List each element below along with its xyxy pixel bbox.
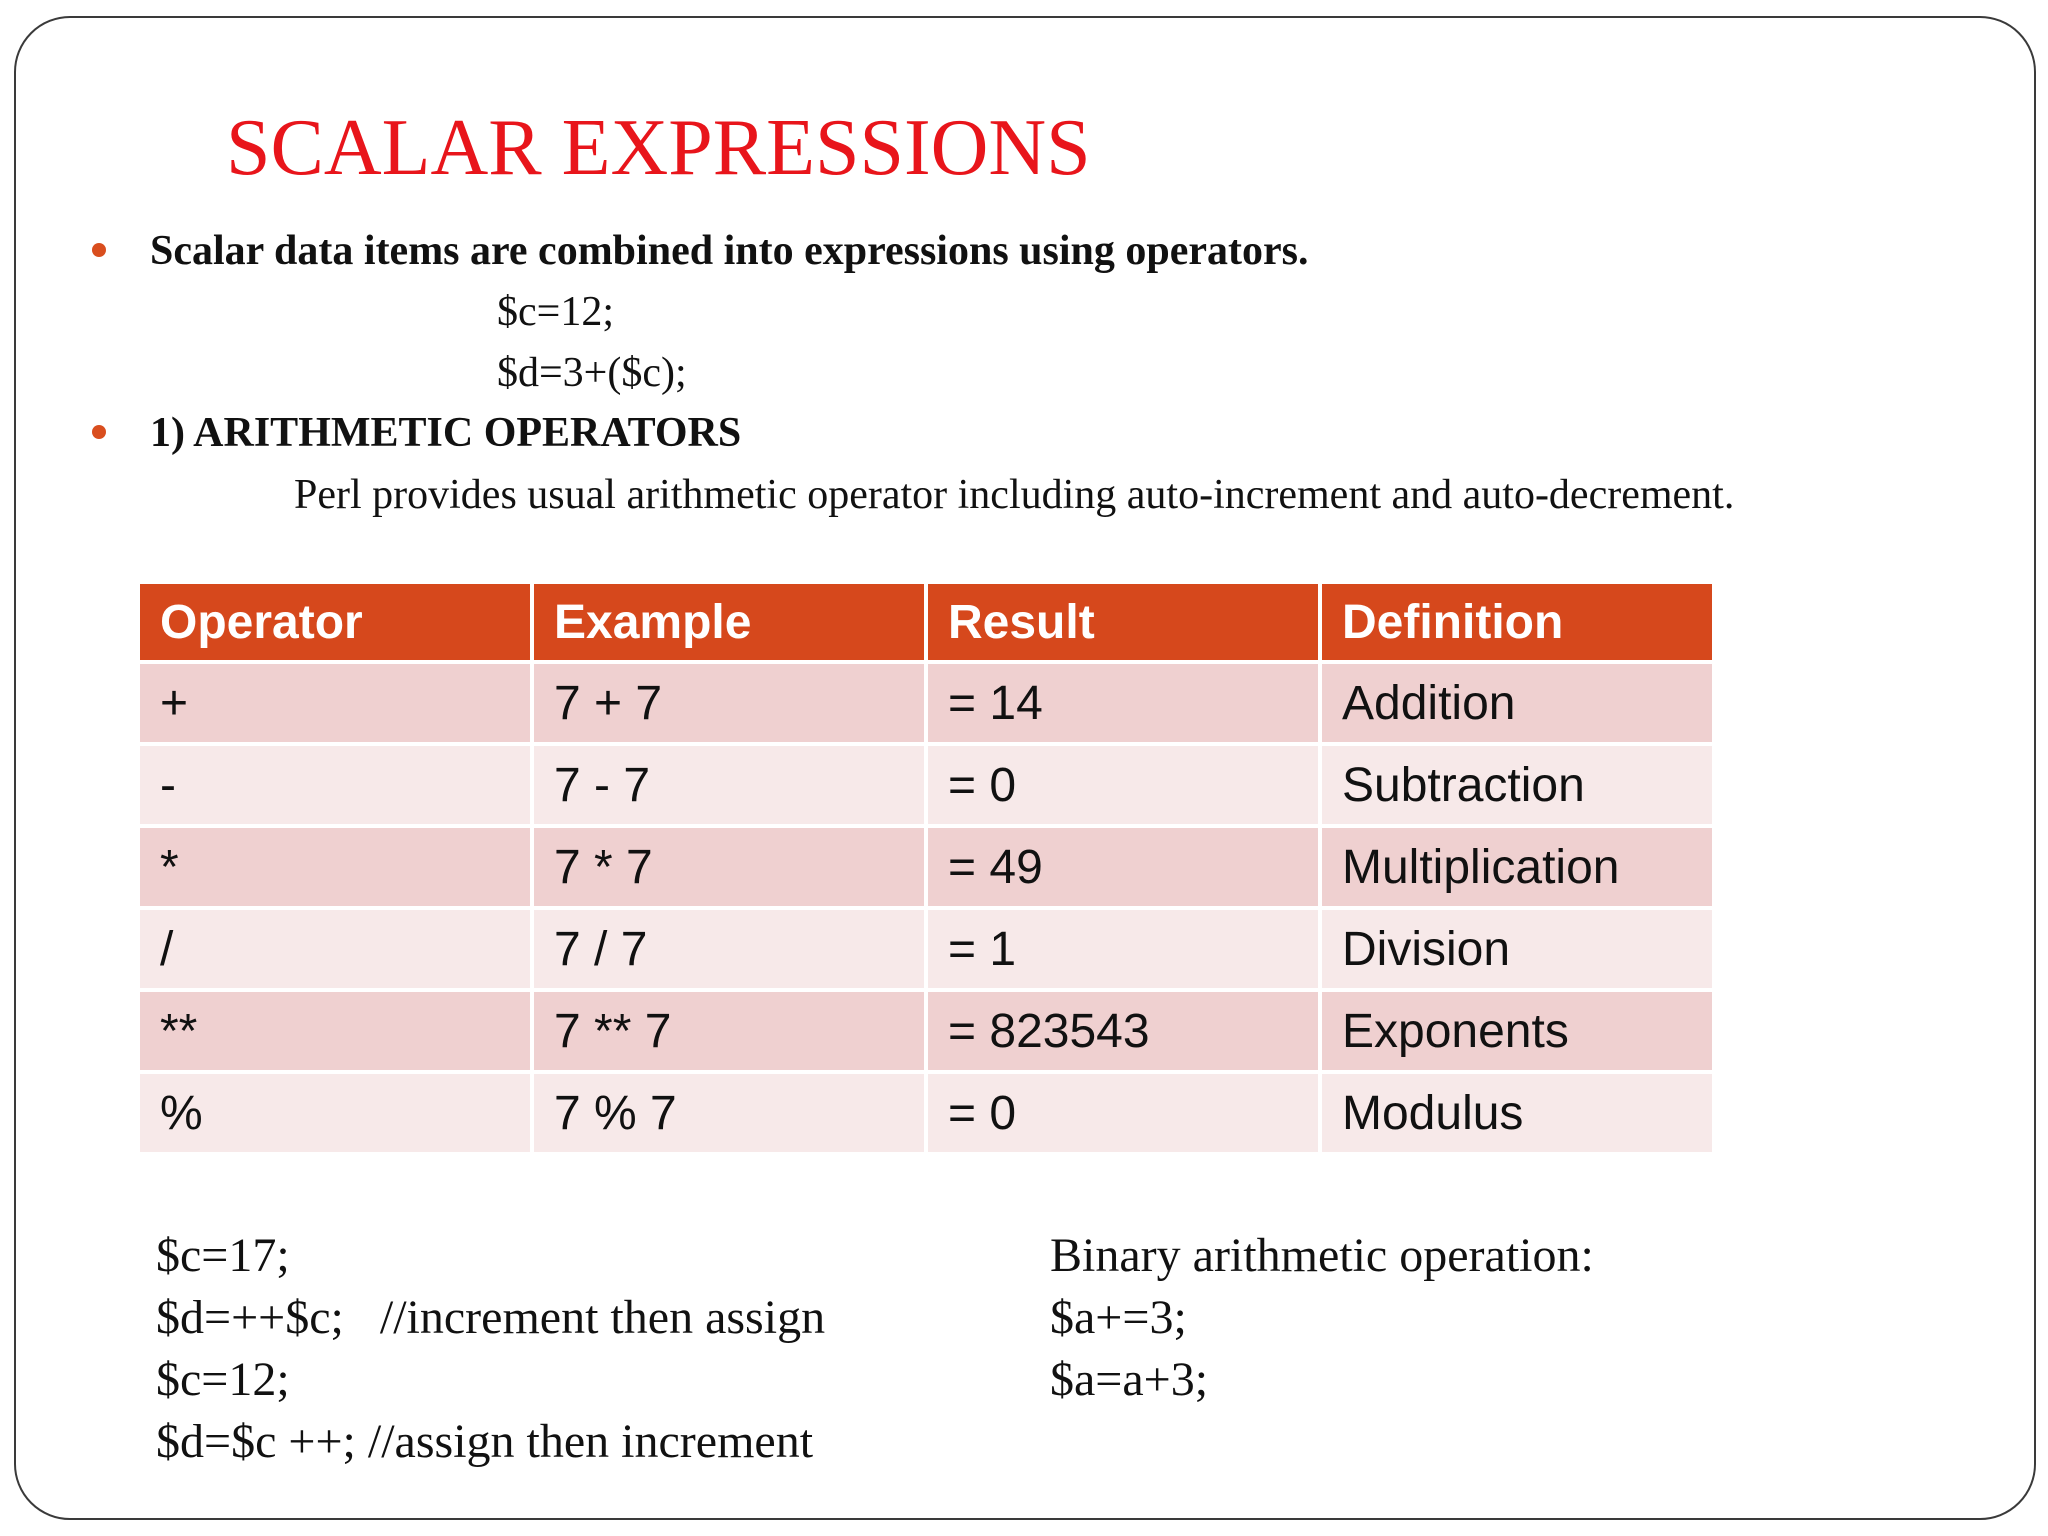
code-line: $c=12; [497,289,614,335]
result-cell: = 823543 [928,992,1318,1070]
definition-cell: Subtraction [1322,746,1712,824]
code-line: $c=12; [156,1353,290,1406]
result-cell: = 0 [928,1074,1318,1152]
definition-cell: Division [1322,910,1712,988]
code-line: $d=++$c; //increment then assign [156,1291,826,1344]
binary-operation-heading: Binary arithmetic operation: [1050,1229,1594,1282]
example-cell: 7 * 7 [534,828,924,906]
code-line: $c=17; [156,1229,290,1282]
table-row [140,1074,1712,1152]
code-line: $d=$c ++; //assign then increment [156,1415,814,1468]
definition-cell: Multiplication [1322,828,1712,906]
column-header: Definition [1322,584,1712,660]
slide-title: SCALAR EXPRESSIONS [226,104,1091,192]
code-line: $d=3+($c); [497,350,687,396]
table-row [140,746,1712,824]
section-description: Perl provides usual arithmetic operator including auto-increment and auto-decrement. [294,472,1735,518]
result-cell: = 1 [928,910,1318,988]
code-line: $a=a+3; [1050,1353,1209,1406]
example-cell: 7 ** 7 [534,992,924,1070]
bullet-text: Scalar data items are combined into expressions using operators. [150,228,1309,274]
result-cell: = 0 [928,746,1318,824]
definition-cell: Addition [1322,664,1712,742]
definition-cell: Exponents [1322,992,1712,1070]
result-cell: = 49 [928,828,1318,906]
section-heading: 1) ARITHMETIC OPERATORS [150,410,742,456]
table-row [140,828,1712,906]
example-cell: 7 + 7 [534,664,924,742]
example-cell: 7 - 7 [534,746,924,824]
operator-cell: ** [140,992,530,1070]
table-row [140,910,1712,988]
operator-cell: - [140,746,530,824]
operator-cell: % [140,1074,530,1152]
bullet-dot-icon [92,243,106,257]
table-row [140,664,1712,742]
operators-table [136,580,1716,1156]
column-header: Result [928,584,1318,660]
operator-cell: / [140,910,530,988]
table-header-row [140,584,1712,660]
operator-cell: + [140,664,530,742]
code-line: $a+=3; [1050,1291,1187,1344]
example-cell: 7 % 7 [534,1074,924,1152]
result-cell: = 14 [928,664,1318,742]
table-row [140,992,1712,1070]
example-cell: 7 / 7 [534,910,924,988]
operator-cell: * [140,828,530,906]
bullet-dot-icon [92,425,106,439]
column-header: Operator [140,584,530,660]
definition-cell: Modulus [1322,1074,1712,1152]
column-header: Example [534,584,924,660]
